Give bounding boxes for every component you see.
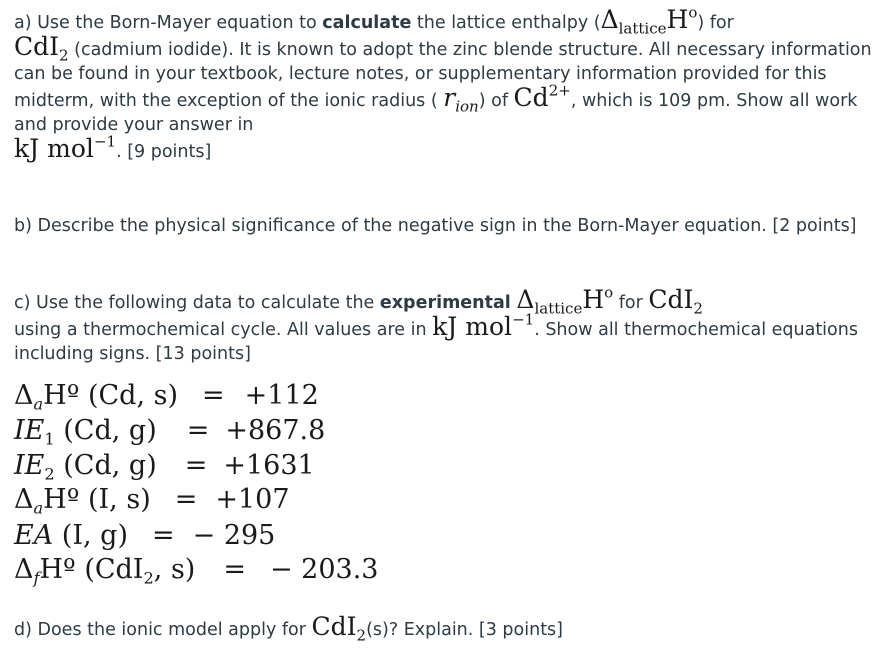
part-b-question	[14, 214, 874, 238]
part-a-text-1: a) Use the Born-Mayer equation to	[14, 13, 323, 33]
delta-lattice-h-symbol-c: $\Delta_{lattice}H^o$	[516, 283, 614, 318]
part-c-text-2: for	[613, 293, 649, 313]
cdi2-formula-d: CdI$_2$	[311, 612, 367, 645]
part-d-text-1: d) Does the ionic model apply for	[14, 620, 312, 640]
equation-row: $IE_1$ (Cd, g) = +867.8	[14, 415, 326, 449]
r-ion-symbol: $r_{ion}$	[443, 83, 479, 116]
part-a-bold-calculate: calculate	[322, 13, 412, 33]
part-a-text-6: , which is 109 pm. Show all work and provide your answer in	[14, 91, 858, 135]
part-a-text-5: ) of	[478, 91, 514, 111]
kj-mol-unit: kJ mol$^{-1}$	[14, 132, 117, 163]
part-c-bold-experimental: experimental	[379, 293, 511, 313]
cdi2-formula: CdI$_2$	[14, 32, 69, 65]
cdi2-formula-c: CdI$_2$	[648, 285, 703, 318]
part-d-text-2: (s)? Explain. [3 points]	[366, 620, 564, 640]
part-a-text-3: ) for	[697, 13, 734, 33]
part-c-text-3: using a thermochemical cycle. All values are in	[14, 320, 433, 340]
equation-row: $\Delta_aHº$ (Cd, s) = +112	[14, 380, 319, 414]
part-d-question	[14, 612, 874, 645]
equation-row: $\Delta_fHº$ (CdI$_2$, s) = − 203.3	[14, 554, 379, 588]
part-a-text-2: the lattice enthalpy (	[411, 13, 601, 33]
kj-mol-unit-c: kJ mol$^{-1}$	[432, 310, 535, 341]
part-c-text-1: c) Use the following data to calculate the	[14, 293, 380, 313]
part-c-question	[14, 283, 874, 366]
part-b-text: b) Describe the physical significance of the negative sign in the Born-Mayer equation. [2 points]	[14, 216, 857, 236]
part-c-text-4: . Show all thermochemical equations including signs. [13 points]	[14, 320, 858, 364]
delta-lattice-h-symbol: $\Delta_{lattice}H^o$	[600, 3, 698, 38]
equation-row: $IE_2$ (Cd, g) = +1631	[14, 450, 315, 484]
cd2plus-ion: $Cd^{2+}$	[513, 81, 571, 112]
part-a-points: . [9 points]	[116, 142, 212, 162]
part-a-question	[14, 3, 874, 164]
part-a-text-4: (cadmium iodide). It is known to adopt the zinc blende structure. All necessary information can be found in your textbook, lecture notes, or supplementary information provided for this midterm, with the exception of the ionic radius (	[14, 40, 872, 111]
equation-row: $\Delta_aHº$ (I, s) = +107	[14, 484, 290, 518]
equation-row: EA (I, g) = − 295	[14, 520, 276, 551]
